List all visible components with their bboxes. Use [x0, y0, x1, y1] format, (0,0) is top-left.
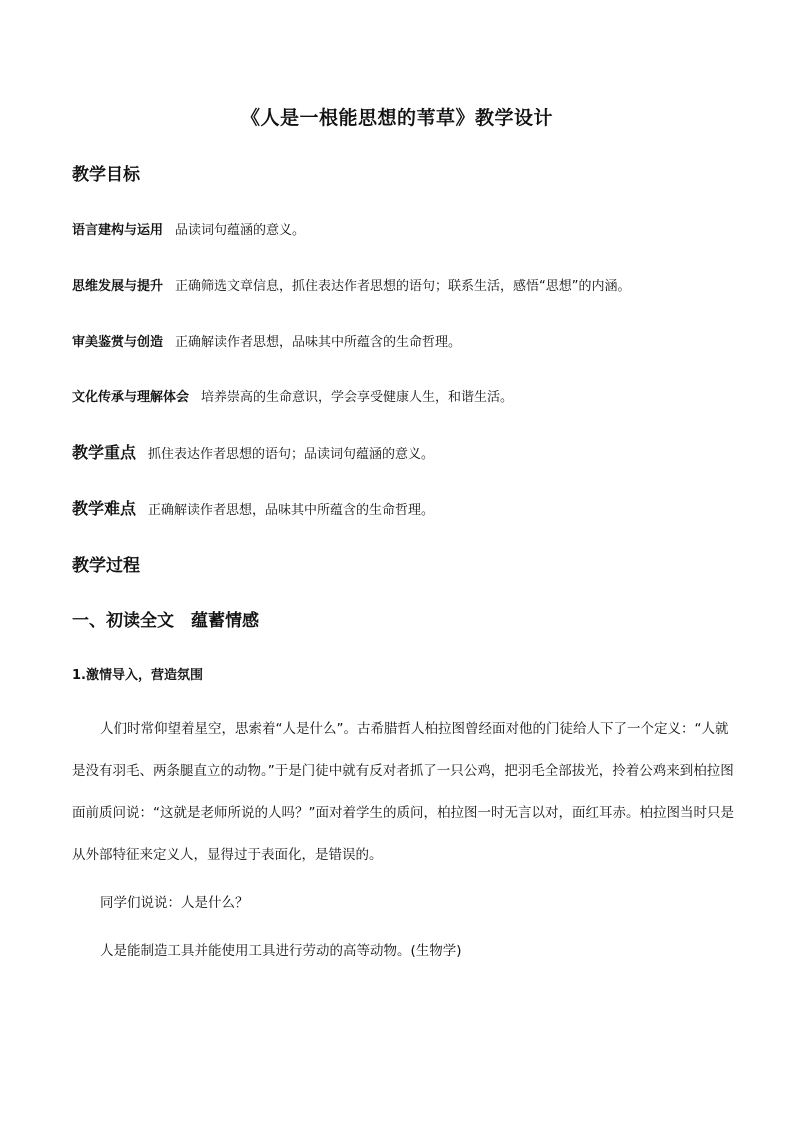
goal-item [72, 219, 305, 238]
paragraph: 人们时常仰望着星空，思索着“人是什么”。古希腊哲人柏拉图曾经面对他的门徒给人下了一个定义：“人就是没有羽毛、两条腿直立的动物。”于是门徒中就有反对者抓了一只公鸡，把羽毛全部拔光，拎着公鸡来到柏拉图面前质问说：“这就是老师所说的人吗？”面对着学生的质问，柏拉图一时无言以对，面红耳赤。柏拉图当时只是从外部特征来定义人，显得过于表面化，是错误的。 [72, 721, 734, 863]
section-heading: 一、初读全文 蕴蓄情感 [72, 611, 259, 631]
goal-label: 文化传承与理解体会 [72, 390, 190, 405]
goal-item [72, 275, 631, 294]
goal-label: 审美鉴赏与创造 [72, 335, 164, 350]
key-point-text: 抓住表达作者思想的语句；品读词句蕴涵的意义。 [148, 447, 435, 462]
goal-text: 正确解读作者思想，品味其中所蕴含的生命哲理。 [175, 335, 462, 350]
key-point-row [72, 440, 434, 463]
process-heading: 教学过程 [72, 556, 140, 576]
difficulty-label: 教学难点 [72, 499, 137, 518]
key-point-label: 教学重点 [72, 443, 137, 462]
paragraph: 同学们说说：人是什么？ [100, 895, 249, 911]
goal-text: 品读词句蕴涵的意义。 [175, 223, 306, 238]
body-text [72, 708, 736, 972]
difficulty-row [72, 496, 434, 519]
goal-label: 语言建构与运用 [72, 223, 164, 238]
goal-text: 培养崇高的生命意识，学会享受健康人生，和谐生活。 [201, 390, 514, 405]
goal-text: 正确筛选文章信息，抓住表达作者思想的语句；联系生活，感悟“思想”的内涵。 [175, 279, 631, 294]
goals-heading: 教学目标 [72, 165, 140, 185]
goal-item [72, 386, 513, 405]
subsection-heading: 1.激情导入，营造氛围 [72, 668, 203, 683]
difficulty-text: 正确解读作者思想，品味其中所蕴含的生命哲理。 [148, 503, 435, 518]
goal-label: 思维发展与提升 [72, 279, 164, 294]
document-title: 《人是一根能思想的苇草》教学设计 [240, 107, 553, 129]
goal-item [72, 331, 461, 350]
paragraph: 人是能制造工具并能使用工具进行劳动的高等动物。(生物学) [100, 943, 462, 959]
